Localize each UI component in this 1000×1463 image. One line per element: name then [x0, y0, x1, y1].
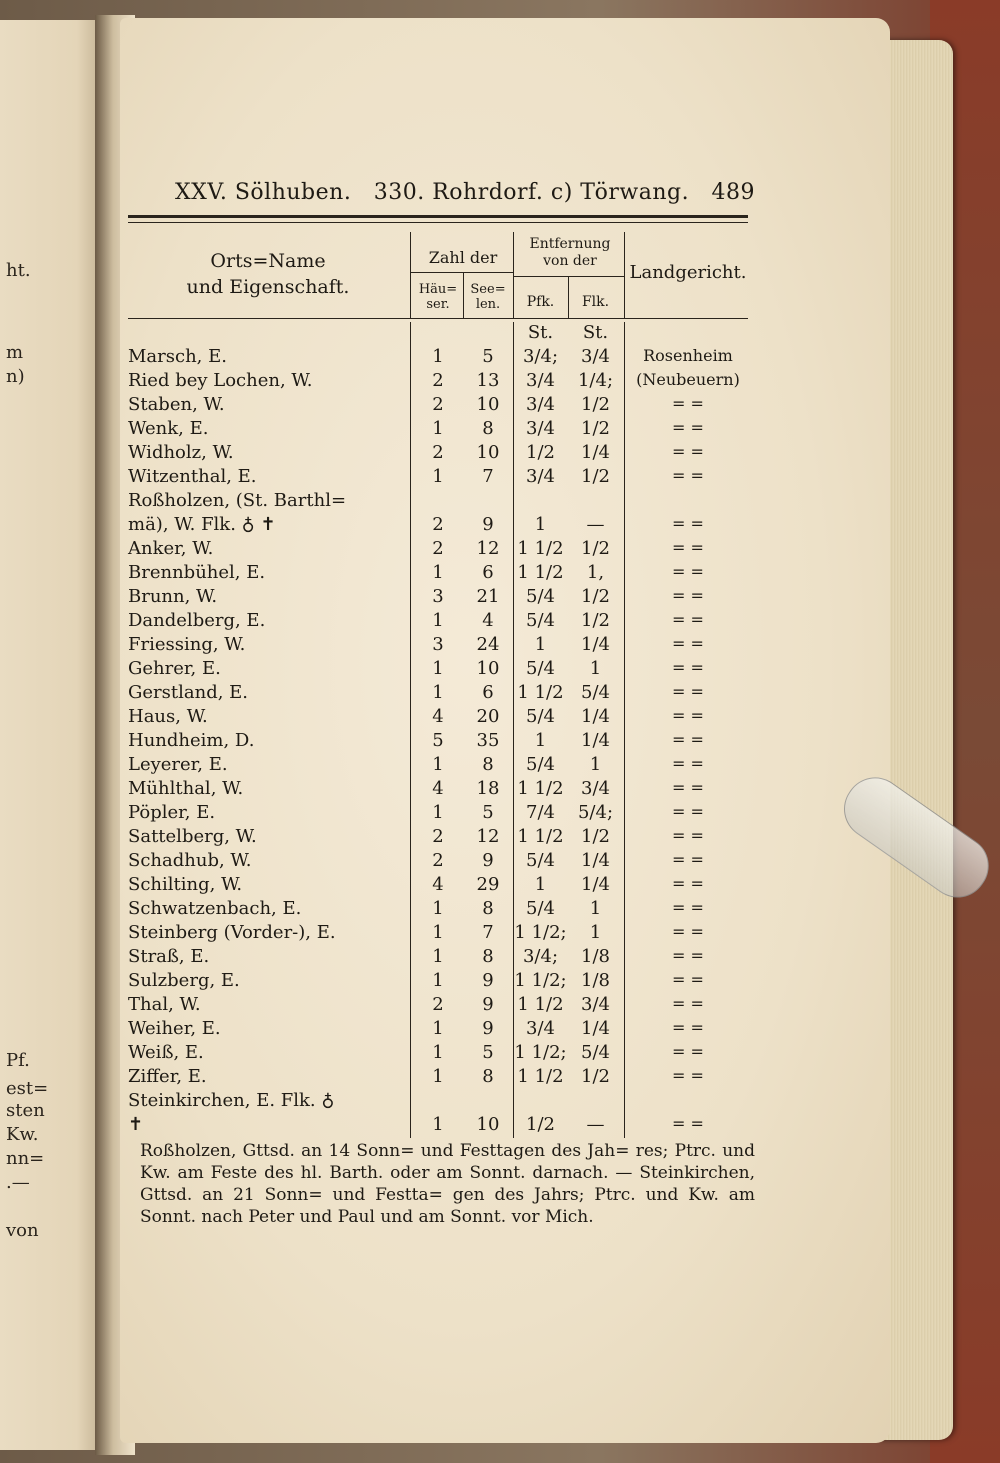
houses-count: 2: [432, 538, 444, 559]
left-fragment: nn=: [6, 1148, 45, 1169]
houses-count: 1: [432, 754, 444, 775]
branch-distance: 1/2: [581, 586, 610, 607]
parish-distance: 5/4: [526, 754, 555, 775]
branch-distance: 1,: [586, 562, 605, 583]
houses-count: 1: [432, 610, 444, 631]
houses-count: 1: [432, 346, 444, 367]
court-name: = =: [672, 466, 704, 485]
parish-distance: 5/4: [526, 850, 555, 871]
houses-count: 4: [432, 874, 444, 895]
souls-count: 8: [482, 754, 494, 775]
houses-count: 4: [432, 778, 444, 799]
col-pfk-header: Pfk.: [526, 294, 555, 310]
souls-count: 21: [476, 586, 500, 607]
parish-distance: 5/4: [526, 658, 555, 679]
branch-distance: 3/4: [581, 778, 610, 799]
houses-count: 4: [432, 706, 444, 727]
col-court-header: Landgericht.: [629, 262, 747, 283]
houses-count: 2: [432, 850, 444, 871]
table-row: [128, 634, 748, 658]
souls-count: 5: [482, 346, 494, 367]
parish-distance: 1: [534, 634, 547, 655]
place-name: Dandelberg, E.: [128, 610, 266, 631]
houses-count: 1: [432, 682, 444, 703]
court-name: = =: [672, 994, 704, 1013]
houses-count: 1: [432, 658, 444, 679]
court-name: = =: [672, 442, 704, 461]
branch-distance: 1: [589, 898, 602, 919]
place-name: ✝: [128, 1114, 144, 1135]
souls-count: 7: [482, 922, 494, 943]
court-name: = =: [672, 1114, 704, 1133]
place-name: Schadhub, W.: [128, 850, 252, 871]
table-row: [128, 1018, 748, 1042]
houses-count: 2: [432, 394, 444, 415]
branch-distance: 1/2: [581, 394, 610, 415]
place-name: mä), W. Flk. ♁ ✝: [128, 514, 276, 535]
table-row: [128, 442, 748, 466]
souls-count: 8: [482, 418, 494, 439]
houses-count: 3: [432, 586, 444, 607]
souls-count: 13: [476, 370, 500, 391]
place-name: Haus, W.: [128, 706, 208, 727]
branch-distance: 1/8: [581, 970, 610, 991]
souls-count: 7: [482, 466, 494, 487]
court-name: = =: [672, 730, 704, 749]
parish-distance: 3/4: [526, 418, 555, 439]
court-name: = =: [672, 418, 704, 437]
parish-distance: 7/4: [526, 802, 555, 823]
unit-label: St.: [527, 322, 554, 343]
place-name: Roßholzen, (St. Barthl=: [128, 490, 347, 511]
col-distance-group: Entfernung von der: [529, 236, 611, 269]
court-name: = =: [672, 946, 704, 965]
places-table: [128, 322, 748, 1138]
place-name: Schilting, W.: [128, 874, 243, 895]
souls-count: 12: [476, 826, 500, 847]
left-fragment: ht.: [6, 260, 31, 281]
parish-distance: 3/4;: [522, 946, 559, 967]
houses-count: 1: [432, 1018, 444, 1039]
table-row: [128, 1042, 748, 1066]
houses-count: 1: [432, 922, 444, 943]
parish-distance: 5/4: [526, 610, 555, 631]
houses-count: 1: [432, 418, 444, 439]
houses-count: 1: [432, 1066, 444, 1087]
place-name: Weiß, E.: [128, 1042, 204, 1063]
col-name-header: Orts=Name: [210, 250, 326, 272]
souls-count: 9: [482, 970, 494, 991]
court-name: = =: [672, 538, 704, 557]
table-row: [128, 514, 748, 538]
branch-distance: 1/2: [581, 466, 610, 487]
souls-count: 5: [482, 802, 494, 823]
left-fragment: von: [6, 1220, 39, 1241]
table-row: [128, 730, 748, 754]
parish-distance: 3/4: [526, 1018, 555, 1039]
houses-count: 3: [432, 634, 444, 655]
branch-distance: 5/4: [581, 682, 610, 703]
column-rule: [410, 322, 411, 1138]
houses-count: 1: [432, 946, 444, 967]
place-name: Sattelberg, W.: [128, 826, 257, 847]
parish-distance: 1: [534, 874, 547, 895]
parish-distance: 1: [534, 730, 547, 751]
table-row: [128, 778, 748, 802]
table-row: [128, 490, 748, 514]
branch-distance: 3/4: [581, 346, 610, 367]
branch-distance: 1/4: [581, 850, 610, 871]
place-name: Schwatzenbach, E.: [128, 898, 302, 919]
parish-distance: 3/4;: [522, 346, 559, 367]
branch-distance: 1/4: [581, 442, 610, 463]
souls-count: 9: [482, 850, 494, 871]
place-name: Witzenthal, E.: [128, 466, 257, 487]
houses-count: 1: [432, 466, 444, 487]
table-row: [128, 970, 748, 994]
branch-distance: 5/4;: [577, 802, 614, 823]
parish-distance: 1: [534, 514, 547, 535]
table-row: [128, 922, 748, 946]
court-name: = =: [672, 562, 704, 581]
place-name: Staben, W.: [128, 394, 225, 415]
houses-count: 2: [432, 370, 444, 391]
souls-count: 6: [482, 562, 494, 583]
branch-distance: 1: [589, 754, 602, 775]
table-row: [128, 394, 748, 418]
left-page: [0, 20, 110, 1450]
branch-distance: 1/2: [581, 538, 610, 559]
branch-distance: 1: [589, 922, 602, 943]
court-name: = =: [672, 1018, 704, 1037]
houses-count: 2: [432, 994, 444, 1015]
page-number: 489: [711, 180, 755, 205]
court-name: = =: [672, 970, 704, 989]
parish-distance: 1/2: [526, 1114, 555, 1135]
court-name: = =: [672, 850, 704, 869]
place-name: Hundheim, D.: [128, 730, 255, 751]
houses-count: 1: [432, 562, 444, 583]
court-name: = =: [672, 610, 704, 629]
souls-count: 10: [476, 1114, 500, 1135]
souls-count: 9: [482, 514, 494, 535]
branch-distance: 5/4: [581, 1042, 610, 1063]
parish-distance: 5/4: [526, 706, 555, 727]
souls-count: 24: [476, 634, 500, 655]
court-name: = =: [672, 754, 704, 773]
place-name: Widholz, W.: [128, 442, 234, 463]
souls-count: 4: [482, 610, 494, 631]
table-row: [128, 874, 748, 898]
souls-count: 18: [476, 778, 500, 799]
parish-distance: 1 1/2: [517, 562, 564, 583]
place-name: Ried bey Lochen, W.: [128, 370, 313, 391]
court-name: = =: [672, 514, 704, 533]
left-fragment: est=: [6, 1078, 49, 1099]
table-row: [128, 418, 748, 442]
parish-distance: 3/4: [526, 394, 555, 415]
court-name: = =: [672, 682, 704, 701]
left-fragment: n): [6, 366, 25, 387]
place-name: Brennbühel, E.: [128, 562, 266, 583]
table-row: [128, 466, 748, 490]
header-rule: [128, 215, 748, 218]
table-row: [128, 322, 748, 346]
branch-distance: —: [586, 514, 605, 535]
court-name: (Neubeuern): [636, 370, 740, 389]
left-fragment: m: [6, 342, 24, 363]
place-name: Wenk, E.: [128, 418, 209, 439]
branch-distance: 1/4: [581, 874, 610, 895]
parish-distance: 1 1/2: [517, 682, 564, 703]
place-name: Weiher, E.: [128, 1018, 221, 1039]
houses-count: 2: [432, 514, 444, 535]
parish-distance: 1 1/2;: [514, 922, 567, 943]
souls-count: 8: [482, 946, 494, 967]
table-row: [128, 850, 748, 874]
houses-count: 1: [432, 1114, 444, 1135]
place-name: Sulzberg, E.: [128, 970, 240, 991]
table-row: [128, 946, 748, 970]
court-name: = =: [672, 802, 704, 821]
place-name: Gerstland, E.: [128, 682, 249, 703]
court-name: = =: [672, 634, 704, 653]
table-row: [128, 1090, 748, 1114]
court-name: = =: [672, 898, 704, 917]
branch-distance: 1: [589, 658, 602, 679]
houses-count: 1: [432, 802, 444, 823]
place-name: Steinkirchen, E. Flk. ♁: [128, 1090, 335, 1111]
parish-distance: 5/4: [526, 898, 555, 919]
souls-count: 20: [476, 706, 500, 727]
branch-distance: 1/4: [581, 1018, 610, 1039]
parish-distance: 3/4: [526, 466, 555, 487]
branch-distance: 1/4: [581, 706, 610, 727]
place-name: Leyerer, E.: [128, 754, 228, 775]
parish-distance: 5/4: [526, 586, 555, 607]
souls-count: 6: [482, 682, 494, 703]
souls-count: 8: [482, 898, 494, 919]
souls-count: 5: [482, 1042, 494, 1063]
header-rule-thin: [128, 222, 748, 223]
souls-count: 8: [482, 1066, 494, 1087]
left-fragment: Kw.: [6, 1124, 39, 1145]
table-row: [128, 898, 748, 922]
souls-count: 9: [482, 1018, 494, 1039]
col-flk-header: Flk.: [581, 294, 610, 310]
table-row: [128, 346, 748, 370]
table-row: [128, 706, 748, 730]
souls-count: 10: [476, 394, 500, 415]
branch-distance: 1/4: [581, 730, 610, 751]
table-row: [128, 562, 748, 586]
court-name: = =: [672, 1042, 704, 1061]
branch-distance: 1/2: [581, 1066, 610, 1087]
parish-distance: 1 1/2: [517, 826, 564, 847]
table-header: [128, 232, 748, 318]
header-place: 330. Rohrdorf. c) Törwang.: [373, 180, 690, 205]
header-section: XXV. Sölhuben.: [175, 180, 352, 205]
running-header: [175, 180, 755, 205]
branch-distance: 1/4;: [577, 370, 614, 391]
court-name: = =: [672, 586, 704, 605]
table-row: [128, 610, 748, 634]
place-name: Pöpler, E.: [128, 802, 216, 823]
table-row: [128, 802, 748, 826]
branch-distance: 1/8: [581, 946, 610, 967]
houses-count: 1: [432, 970, 444, 991]
col-souls-header: See= len.: [470, 282, 506, 312]
branch-distance: 1/4: [581, 634, 610, 655]
court-name: = =: [672, 922, 704, 941]
court-name: = =: [672, 778, 704, 797]
souls-count: 9: [482, 994, 494, 1015]
col-houses-header: Häu= ser.: [418, 282, 458, 312]
col-name-subheader: und Eigenschaft.: [186, 276, 350, 298]
court-name: = =: [672, 658, 704, 677]
place-name: Friessing, W.: [128, 634, 246, 655]
table-row: [128, 682, 748, 706]
table-row: [128, 658, 748, 682]
court-name: Rosenheim: [643, 346, 733, 365]
houses-count: 2: [432, 826, 444, 847]
place-name: Marsch, E.: [128, 346, 227, 367]
table-row: [128, 754, 748, 778]
column-rule: [513, 322, 514, 1138]
place-name: Brunn, W.: [128, 586, 218, 607]
table-row: [128, 1114, 748, 1138]
branch-distance: —: [586, 1114, 605, 1135]
branch-distance: 1/2: [581, 610, 610, 631]
court-name: = =: [672, 826, 704, 845]
parish-distance: 1 1/2: [517, 1066, 564, 1087]
column-rule: [624, 322, 625, 1138]
souls-count: 29: [476, 874, 500, 895]
houses-count: 5: [432, 730, 444, 751]
souls-count: 35: [476, 730, 500, 751]
court-name: = =: [672, 394, 704, 413]
parish-distance: 1 1/2;: [514, 970, 567, 991]
parish-distance: 1 1/2: [517, 994, 564, 1015]
court-name: = =: [672, 706, 704, 725]
place-name: Ziffer, E.: [128, 1066, 207, 1087]
left-fragment: Pf.: [6, 1050, 30, 1071]
parish-distance: 3/4: [526, 370, 555, 391]
branch-distance: 1/2: [581, 826, 610, 847]
place-name: Anker, W.: [128, 538, 214, 559]
table-row: [128, 1066, 748, 1090]
left-fragment: .—: [6, 1172, 30, 1193]
houses-count: 1: [432, 1042, 444, 1063]
branch-distance: 1/2: [581, 418, 610, 439]
left-fragment: sten: [6, 1100, 45, 1121]
footnote-text: Roßholzen, Gttsd. an 14 Sonn= und Festtagen des Jah= res; Ptrc. und Kw. am Feste des hl. Barth. oder am Sonnt. darnach. — Steinkirchen, Gttsd. an 21 Sonn= und Festta= gen des Jahrs; Ptrc. und Kw. am Sonnt. nach Peter und Paul und am Sonnt. vor Mich.: [140, 1141, 755, 1227]
place-name: Thal, W.: [128, 994, 201, 1015]
table-row: [128, 538, 748, 562]
table-row: [128, 826, 748, 850]
place-name: Straß, E.: [128, 946, 210, 967]
place-name: Steinberg (Vorder-), E.: [128, 922, 336, 943]
parish-distance: 1/2: [526, 442, 555, 463]
houses-count: 1: [432, 898, 444, 919]
place-name: Mühlthal, W.: [128, 778, 244, 799]
unit-label: St.: [582, 322, 609, 343]
souls-count: 10: [476, 658, 500, 679]
souls-count: 12: [476, 538, 500, 559]
place-name: Gehrer, E.: [128, 658, 221, 679]
souls-count: 10: [476, 442, 500, 463]
table-row: [128, 586, 748, 610]
court-name: = =: [672, 874, 704, 893]
branch-distance: 3/4: [581, 994, 610, 1015]
parish-distance: 1 1/2;: [514, 1042, 567, 1063]
table-row: [128, 994, 748, 1018]
table-row: [128, 370, 748, 394]
houses-count: 2: [432, 442, 444, 463]
parish-distance: 1 1/2: [517, 538, 564, 559]
col-count-group: Zahl der: [428, 248, 498, 267]
parish-distance: 1 1/2: [517, 778, 564, 799]
court-name: = =: [672, 1066, 704, 1085]
